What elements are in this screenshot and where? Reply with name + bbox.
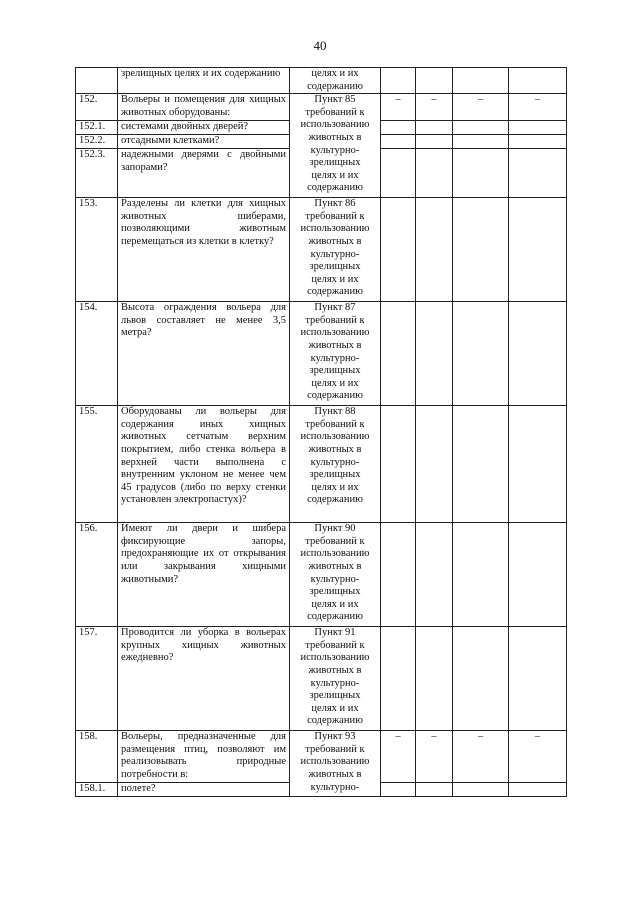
check-cell[interactable] (381, 302, 416, 406)
requirement-line: целях и их (311, 481, 359, 493)
requirement-line: использованию (300, 652, 370, 664)
requirement-line: Пункт 91 (314, 627, 356, 639)
requirement-line: требований к (305, 210, 365, 222)
requirement-line: зрелищных (309, 157, 361, 169)
requirement-line: Пункт 86 (314, 198, 356, 210)
check-cell[interactable] (453, 783, 509, 797)
requirement-line: культурно- (310, 781, 360, 793)
table-row (76, 406, 567, 523)
requirement-cell (290, 94, 381, 198)
question-cell: системами двойных дверей? (118, 121, 290, 135)
requirement-line: животных в (308, 235, 362, 247)
requirement-line: зрелищных (309, 690, 361, 702)
question-cell: зрелищных целях и их содержанию (118, 68, 290, 94)
requirement-line: зрелищных (309, 469, 361, 481)
check-cell[interactable] (416, 135, 453, 149)
question-cell: Вольеры, предназначенные для размещения птиц, позволяют им реализовывать природные потребности в: (118, 731, 290, 783)
item-number: 152.1. (76, 121, 118, 135)
check-cell[interactable] (453, 302, 509, 406)
requirement-line: целях и их (311, 702, 359, 714)
requirement-line: Пункт 88 (314, 406, 356, 418)
check-cell[interactable] (416, 121, 453, 135)
requirement-cell (290, 523, 381, 627)
dash-mark: – (416, 94, 453, 121)
check-cell[interactable] (509, 302, 567, 406)
check-cell[interactable] (453, 149, 509, 198)
check-cell[interactable] (453, 198, 509, 302)
requirement-line: содержанию (307, 80, 363, 92)
table-row (76, 731, 567, 783)
requirement-line: использованию (300, 223, 370, 235)
item-number: 152.2. (76, 135, 118, 149)
check-cell[interactable] (453, 121, 509, 135)
check-cell[interactable] (381, 198, 416, 302)
check-cell[interactable] (453, 627, 509, 731)
requirement-line: целях и их (311, 598, 359, 610)
requirement-line: требований к (305, 535, 365, 547)
check-cell[interactable] (509, 198, 567, 302)
requirement-line: содержанию (307, 715, 363, 727)
dash-mark: – (509, 94, 567, 121)
question-cell: отсадными клетками? (118, 135, 290, 149)
requirement-line: требований к (305, 314, 365, 326)
requirement-line: требований к (305, 743, 365, 755)
question-cell: Вольеры и помещения для хищных животных оборудованы: (118, 94, 290, 121)
requirement-line: Пункт 85 (314, 94, 356, 106)
dash-mark: – (453, 731, 509, 783)
requirement-line: зрелищных (309, 586, 361, 598)
question-cell: полете? (118, 783, 290, 797)
dash-mark: – (416, 731, 453, 783)
requirement-line: животных в (308, 560, 362, 572)
item-number: 152.3. (76, 149, 118, 198)
requirement-line: животных в (308, 339, 362, 351)
question-cell: Оборудованы ли вольеры для содержания иных хищных животных сетчатым верхним покрытием, либо стенка вольера в верхней части выполнена с внутренним уклоном не менее чем 45 градусов (либо по верху стенки установлен электропастух)? (118, 406, 290, 523)
requirement-line: Пункт 87 (314, 302, 356, 314)
table-row (76, 198, 567, 302)
check-cell[interactable] (509, 783, 567, 797)
checklist-table (75, 67, 567, 797)
check-cell[interactable] (416, 68, 453, 94)
check-cell[interactable] (509, 135, 567, 149)
requirement-line: требований к (305, 106, 365, 118)
check-cell[interactable] (381, 135, 416, 149)
requirement-line: культурно- (310, 352, 360, 364)
dash-mark: – (381, 94, 416, 121)
item-number: 158. (76, 731, 118, 783)
check-cell[interactable] (453, 523, 509, 627)
requirement-line: содержанию (307, 286, 363, 298)
table-row (76, 68, 567, 94)
requirement-line: использованию (300, 327, 370, 339)
item-number: 154. (76, 302, 118, 406)
requirement-line: зрелищных (309, 365, 361, 377)
check-cell[interactable] (509, 149, 567, 198)
check-cell[interactable] (381, 783, 416, 797)
item-number: 155. (76, 406, 118, 523)
item-number: 157. (76, 627, 118, 731)
item-number: 156. (76, 523, 118, 627)
requirement-line: животных в (308, 768, 362, 780)
check-cell[interactable] (453, 68, 509, 94)
check-cell[interactable] (381, 627, 416, 731)
check-cell[interactable] (509, 523, 567, 627)
requirement-line: целях и их (311, 169, 359, 181)
item-number (76, 68, 118, 94)
requirement-line: использованию (300, 119, 370, 131)
item-number: 153. (76, 198, 118, 302)
requirement-line: использованию (300, 431, 370, 443)
requirement-cell (290, 68, 381, 94)
requirement-line: целях и их (311, 68, 359, 79)
requirement-line: содержанию (307, 390, 363, 402)
requirement-line: культурно- (310, 573, 360, 585)
requirement-line: Пункт 93 (314, 731, 356, 743)
table-row (76, 627, 567, 731)
requirement-line: Пункт 90 (314, 523, 356, 535)
check-cell[interactable] (381, 523, 416, 627)
check-cell[interactable] (381, 149, 416, 198)
requirement-line: содержанию (307, 494, 363, 506)
check-cell[interactable] (381, 68, 416, 94)
check-cell[interactable] (381, 406, 416, 523)
requirement-cell (290, 731, 381, 797)
requirement-line: содержанию (307, 182, 363, 194)
check-cell[interactable] (453, 406, 509, 523)
requirement-line: содержанию (307, 611, 363, 623)
requirement-line: культурно- (310, 677, 360, 689)
check-cell[interactable] (509, 406, 567, 523)
requirement-line: требований к (305, 418, 365, 430)
check-cell[interactable] (416, 149, 453, 198)
question-cell: надежными дверями с двойными запорами? (118, 149, 290, 198)
page-number: 40 (313, 38, 327, 53)
check-cell[interactable] (416, 406, 453, 523)
table-row (76, 94, 567, 121)
question-cell: Высота ограждения вольера для львов составляет не менее 3,5 метра? (118, 302, 290, 406)
item-number: 152. (76, 94, 118, 121)
check-cell[interactable] (381, 121, 416, 135)
requirement-line: требований к (305, 639, 365, 651)
requirement-line: культурно- (310, 456, 360, 468)
requirement-cell (290, 627, 381, 731)
requirement-line: животных в (308, 131, 362, 143)
check-cell[interactable] (509, 68, 567, 94)
requirement-line: культурно- (310, 144, 360, 156)
requirement-line: животных в (308, 664, 362, 676)
requirement-cell (290, 302, 381, 406)
question-cell: Имеют ли двери и шибера фиксирующие запоры, предохраняющие их от открывания или закрывания хищными животными? (118, 523, 290, 627)
check-cell[interactable] (416, 523, 453, 627)
question-cell: Разделены ли клетки для хищных животных шиберами, позволяющими животным перемещаться из клетки в клетку? (118, 198, 290, 302)
requirement-line: культурно- (310, 248, 360, 260)
check-cell[interactable] (509, 627, 567, 731)
check-cell[interactable] (416, 627, 453, 731)
requirement-line: зрелищных (309, 261, 361, 273)
requirement-line: целях и их (311, 273, 359, 285)
requirement-line: животных в (308, 443, 362, 455)
requirement-cell (290, 406, 381, 523)
table-row (76, 523, 567, 627)
check-cell[interactable] (416, 783, 453, 797)
dash-mark: – (509, 731, 567, 783)
table-row (76, 302, 567, 406)
check-cell[interactable] (416, 198, 453, 302)
check-cell[interactable] (453, 135, 509, 149)
requirement-line: использованию (300, 756, 370, 768)
check-cell[interactable] (416, 302, 453, 406)
item-number: 158.1. (76, 783, 118, 797)
requirement-cell (290, 198, 381, 302)
question-cell: Проводится ли уборка в вольерах крупных хищных животных ежедневно? (118, 627, 290, 731)
check-cell[interactable] (509, 121, 567, 135)
dash-mark: – (381, 731, 416, 783)
dash-mark: – (453, 94, 509, 121)
requirement-line: использованию (300, 548, 370, 560)
requirement-line: целях и их (311, 377, 359, 389)
